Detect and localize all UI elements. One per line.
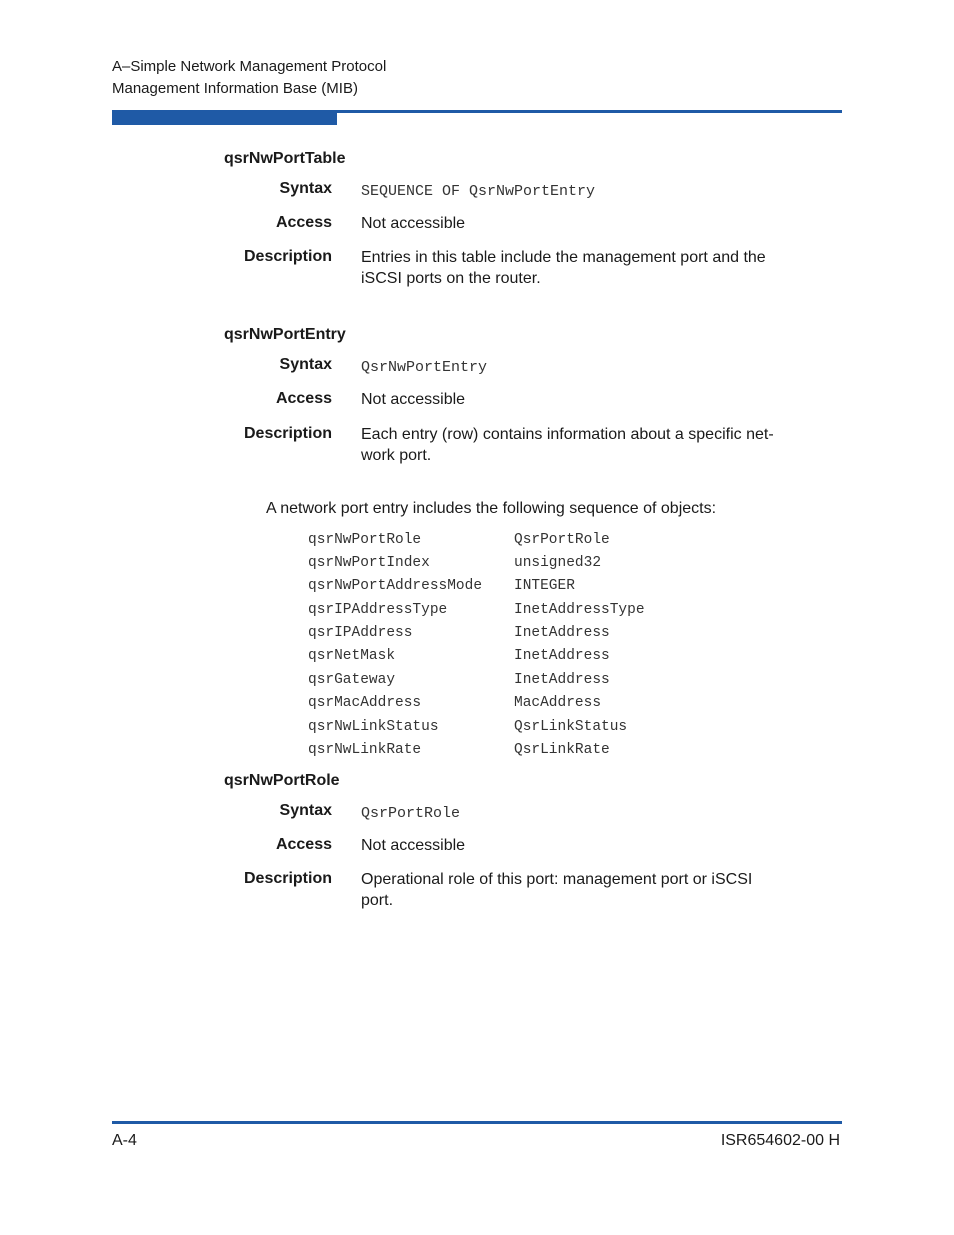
object-name: qsrNwLinkRate xyxy=(308,742,422,758)
description-line: work port. xyxy=(361,447,432,464)
object-name: qsrGateway xyxy=(308,672,396,688)
section-title-qsrnwporttable: qsrNwPortTable xyxy=(224,150,346,167)
section-title-qsrnwportentry: qsrNwPortEntry xyxy=(224,326,346,343)
access-label: Access xyxy=(275,214,332,231)
sequence-intro: A network port entry includes the following sequence of objects: xyxy=(266,500,717,517)
object-name: qsrNwPortIndex xyxy=(308,555,430,571)
section-title-qsrnwportrole: qsrNwPortRole xyxy=(224,772,340,789)
description-label: Description xyxy=(243,425,332,442)
syntax-label: Syntax xyxy=(279,802,332,819)
document-id: ISR654602-00 H xyxy=(720,1132,840,1149)
object-type: INTEGER xyxy=(514,578,575,594)
object-type: InetAddressType xyxy=(514,602,645,618)
description-label: Description xyxy=(243,870,332,887)
description-value xyxy=(361,869,811,911)
object-name: qsrIPAddressType xyxy=(308,602,448,618)
syntax-value: QsrPortRole xyxy=(361,805,461,822)
object-name: qsrNwPortAddressMode xyxy=(308,578,483,594)
footer-rule xyxy=(112,1121,842,1124)
description-line: Operational role of this port: management port or iSCSI xyxy=(361,871,753,888)
syntax-value: SEQUENCE OF QsrNwPortEntry xyxy=(361,183,596,200)
object-name: qsrNetMask xyxy=(308,648,396,664)
access-label: Access xyxy=(275,390,332,407)
object-type: unsigned32 xyxy=(514,555,602,571)
object-name: qsrNwLinkStatus xyxy=(308,719,439,735)
header-rule-accent xyxy=(112,110,337,125)
description-line: Each entry (row) contains information about a specific net- xyxy=(361,426,774,443)
object-type: MacAddress xyxy=(514,695,602,711)
object-name: qsrMacAddress xyxy=(308,695,422,711)
object-name: qsrIPAddress xyxy=(308,625,413,641)
description-line: iSCSI ports on the router. xyxy=(361,270,541,287)
syntax-label: Syntax xyxy=(279,180,332,197)
access-label: Access xyxy=(275,836,332,853)
object-name: qsrNwPortRole xyxy=(308,532,422,548)
description-value xyxy=(361,247,811,289)
syntax-label: Syntax xyxy=(279,356,332,373)
description-value xyxy=(361,424,811,466)
access-value: Not accessible xyxy=(361,391,466,408)
object-type: InetAddress xyxy=(514,672,610,688)
access-value: Not accessible xyxy=(361,215,466,232)
description-label: Description xyxy=(243,248,332,265)
description-line: port. xyxy=(361,892,394,909)
object-type: QsrLinkRate xyxy=(514,742,610,758)
object-type: InetAddress xyxy=(514,648,610,664)
object-type: InetAddress xyxy=(514,625,610,641)
object-type: QsrLinkStatus xyxy=(514,719,628,735)
description-line: Entries in this table include the management port and the xyxy=(361,249,766,266)
access-value: Not accessible xyxy=(361,837,466,854)
running-header-section: Management Information Base (MIB) xyxy=(112,80,358,97)
syntax-value: QsrNwPortEntry xyxy=(361,359,488,376)
object-type: QsrPortRole xyxy=(514,532,610,548)
page-number: A-4 xyxy=(112,1132,137,1149)
running-header-chapter: A–Simple Network Management Protocol xyxy=(112,58,387,75)
